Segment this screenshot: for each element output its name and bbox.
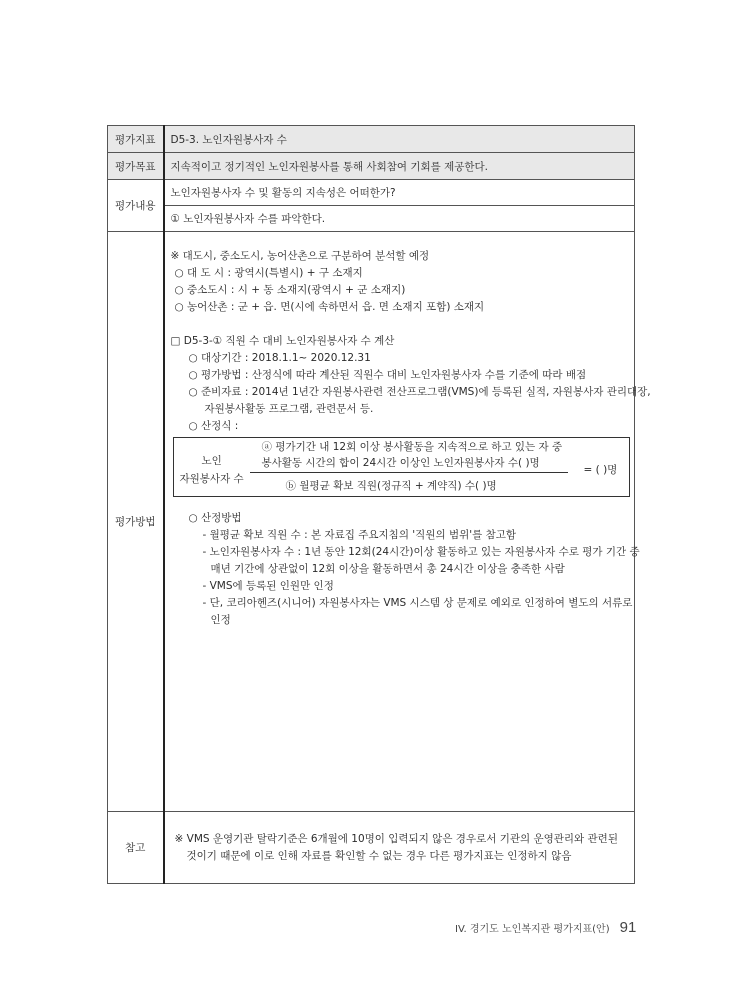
note-item: ○ 중소도시 : 시 + 동 소재지(광역시 + 군 소재지) <box>174 284 406 296</box>
content-label: 평가내용 <box>108 180 164 232</box>
formula-numerator-line-1: ⓐ 평가기간 내 12회 이상 봉사활동을 지속적으로 하고 있는 자 중 <box>261 441 563 453</box>
calc-item: 인정 <box>210 614 231 626</box>
goal-row <box>108 153 635 180</box>
formula-label-line-1: 노인 <box>201 455 222 467</box>
goal-value: 지속적이고 정기적인 노인자원봉사를 통해 사회참여 기회를 제공한다. <box>164 153 635 180</box>
formula-label-line-2: 자원봉사자 수 <box>179 473 244 485</box>
note-item: ○ 대 도 시 : 광역시(특별시) + 구 소재지 <box>174 267 363 279</box>
calc-item: - 단, 코리아헨즈(시니어) 자원봉사자는 VMS 시스템 상 문제로 예외로 인정하여 별도의 서류로 <box>202 597 633 609</box>
content-line-2: ① 노인자원봉사자 수를 파악한다. <box>164 206 635 232</box>
page-number: 91 <box>619 919 637 936</box>
prepared-docs-line-2: 자원봉사활동 프로그램, 관련문서 등. <box>204 403 374 415</box>
page-footer <box>455 919 636 936</box>
footer-title: IV. 경기도 노인복지관 평가지표(안) <box>455 924 610 935</box>
note-title: ※ 대도시, 중소도시, 농어산촌으로 구분하여 분석할 예정 <box>170 250 430 262</box>
method-label: 평가방법 <box>108 232 164 812</box>
content-row-2 <box>108 206 635 232</box>
indicator-row <box>108 126 635 153</box>
target-period: ○ 대상기간 : 2018.1.1~ 2020.12.31 <box>188 352 371 364</box>
reference-content <box>164 812 635 884</box>
reference-row <box>108 812 635 884</box>
calc-item: 매년 기간에 상관없이 12회 이상을 활동하면서 총 24시간 이상을 충족한 사람 <box>210 563 565 575</box>
reference-line-1: ※ VMS 운영기관 탈락기준은 6개월에 10명이 입력되지 않은 경우로서 기관의 운영관리와 관련된 <box>174 832 618 845</box>
calc-title: ○ 산정방법 <box>188 512 242 524</box>
formula-box <box>173 437 630 497</box>
calc-item: - 월평균 확보 직원 수 : 본 자료집 주요지침의 '직원의 범위'를 참고함 <box>202 529 517 541</box>
evaluation-method: ○ 평가방법 : 산정식에 따라 계산된 직원수 대비 노인자원봉사자 수를 기준에 따라 배점 <box>188 369 587 381</box>
formula-title: ○ 산정식 : <box>188 420 239 432</box>
indicator-value: D5-3. 노인자원봉사자 수 <box>164 126 635 153</box>
goal-label: 평가목표 <box>108 153 164 180</box>
calc-item: - 노인자원봉사자 수 : 1년 동안 12회(24시간)이상 활동하고 있는 자원봉사자 수로 평가 기간 중 <box>202 546 640 558</box>
content-row-1 <box>108 180 635 206</box>
reference-label: 참고 <box>108 812 164 884</box>
evaluation-table <box>107 125 651 884</box>
method-content <box>164 232 651 812</box>
content-line-1: 노인자원봉사자 수 및 활동의 지속성은 어떠한가? <box>164 180 635 206</box>
section-title: □ D5-3-① 직원 수 대비 노인자원봉사자 수 계산 <box>170 335 395 347</box>
note-item: ○ 농어산촌 : 군 + 읍. 면(시에 속하면서 읍. 면 소재지 포함) 소재지 <box>174 301 485 313</box>
prepared-docs-line-1: ○ 준비자료 : 2014년 1년간 자원봉사관련 전산프로그램(VMS)에 등록된 실적, 자원봉사자 관리대장, <box>188 386 651 398</box>
method-row <box>108 232 635 812</box>
formula-result: = ( )명 <box>583 464 618 476</box>
indicator-label: 평가지표 <box>108 126 164 153</box>
calc-item: - VMS에 등록된 인원만 인정 <box>202 580 334 592</box>
formula-numerator-line-2: 봉사활동 시간의 합이 24시간 이상인 노인자원봉사자 수( )명 <box>261 457 540 469</box>
reference-line-2: 것이기 때문에 이로 인해 자료를 확인할 수 없는 경우 다른 평가지표는 인정하지 않음 <box>186 849 572 862</box>
formula-denominator: ⓑ 월평균 확보 직원(정규직 + 계약직) 수( )명 <box>285 480 497 492</box>
fraction-bar <box>250 472 568 473</box>
